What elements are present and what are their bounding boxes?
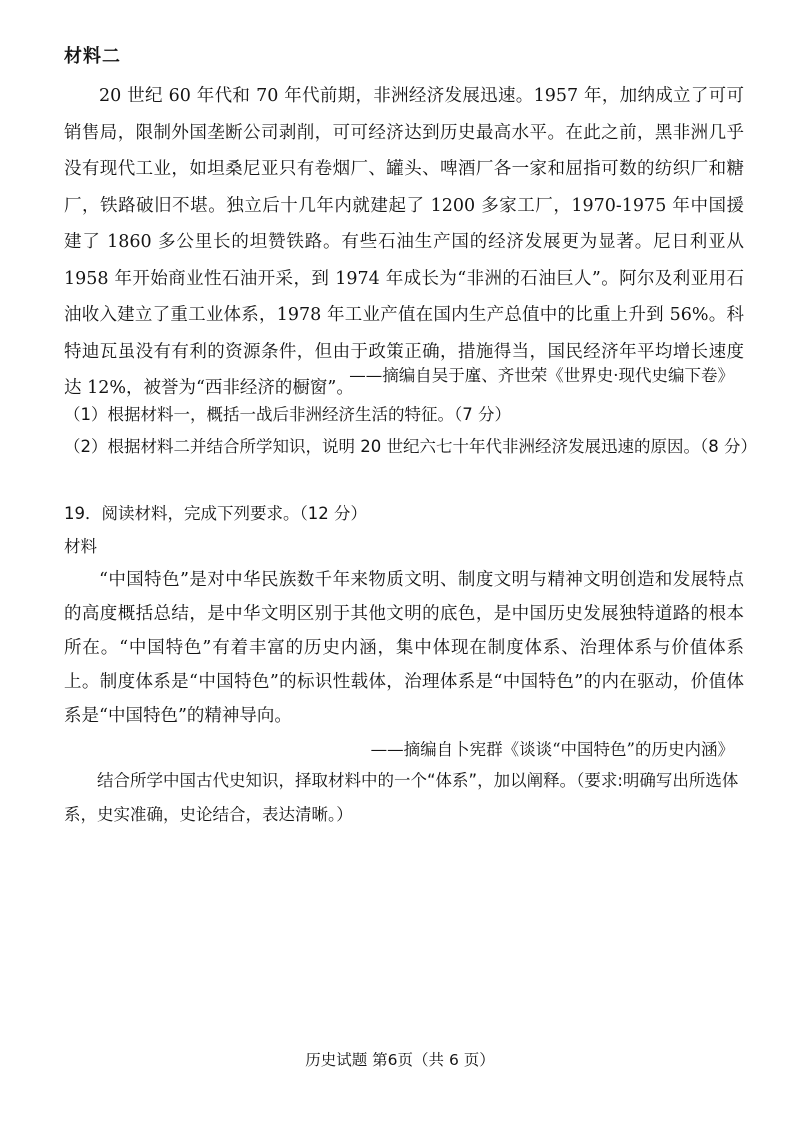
question-19-title: 19．阅读材料，完成下列要求。（12 分）: [64, 504, 367, 523]
question-19-task: 结合所学中国古代史知识，择取材料中的一个“体系”，加以阐释。（要求:明确写出所选体系，史实准确，史论结合，表达清晰。）: [64, 771, 739, 824]
question-19-source: ——摘编自卜宪群《谈谈“中国特色”的历史内涵》: [370, 740, 734, 759]
question-19-material-label: 材料: [64, 537, 97, 556]
material-two-text: [64, 78, 744, 407]
question-19-material-text: [64, 563, 744, 733]
page-footer: 历史试题 第6页（共 6 页）: [305, 1051, 495, 1069]
question-18-1: （1）根据材料一，概括一战后非洲经济生活的特征。（7 分）: [64, 405, 511, 424]
material-two-heading: 材料二: [64, 46, 121, 67]
question-19-material-paragraph: “中国特色”是对中华民族数千年来物质文明、制度文明与精神文明创造和发展特点的高度概括总结，是中华文明区别于其他文明的底色，是中国历史发展独特道路的根本所在。“中国特色”有着丰富的历史内涵，集中体现在制度体系、治理体系与价值体系上。制度体系是“中国特色”的标识性载体，治理体系是“中国特色”的内在驱动，价值体系是“中国特色”的精神导向。: [64, 570, 744, 726]
question-18-2: （2）根据材料二并结合所学知识，说明 20 世纪六七十年代非洲经济发展迅速的原因。（8 分）: [64, 437, 757, 456]
material-two-source: ——摘编自吴于廑、齐世荣《世界史·现代史编下卷》: [349, 366, 734, 385]
material-two-paragraph: 20 世纪 60 年代和 70 年代前期，非洲经济发展迅速。1957 年，加纳成立了可可销售局，限制外国垄断公司剥削，可可经济达到历史最高水平。在此之前，黑非洲几乎没有现代工业，如坦桑尼亚只有卷烟厂、罐头、啤酒厂各一家和屈指可数的纺织厂和糖厂，铁路破旧不堪。独立后十几年内就建起了 1200 多家工厂，1970-1975 年中国援建了 1860 多公里长的坦赞铁路。有些石油生产国的经济发展更为显著。尼日利亚从 1958 年开始商业性石油开采，到 1974 年成长为“非洲的石油巨人”。阿尔及利亚用石油收入建立了重工业体系，1978 年工业产值在国内生产总值中的比重上升到 56%。科特迪瓦虽没有有利的资源条件，但由于政策正确，措施得当，国民经济年平均增长速度达 12%，被誉为“西非经济的橱窗”。: [64, 86, 744, 398]
